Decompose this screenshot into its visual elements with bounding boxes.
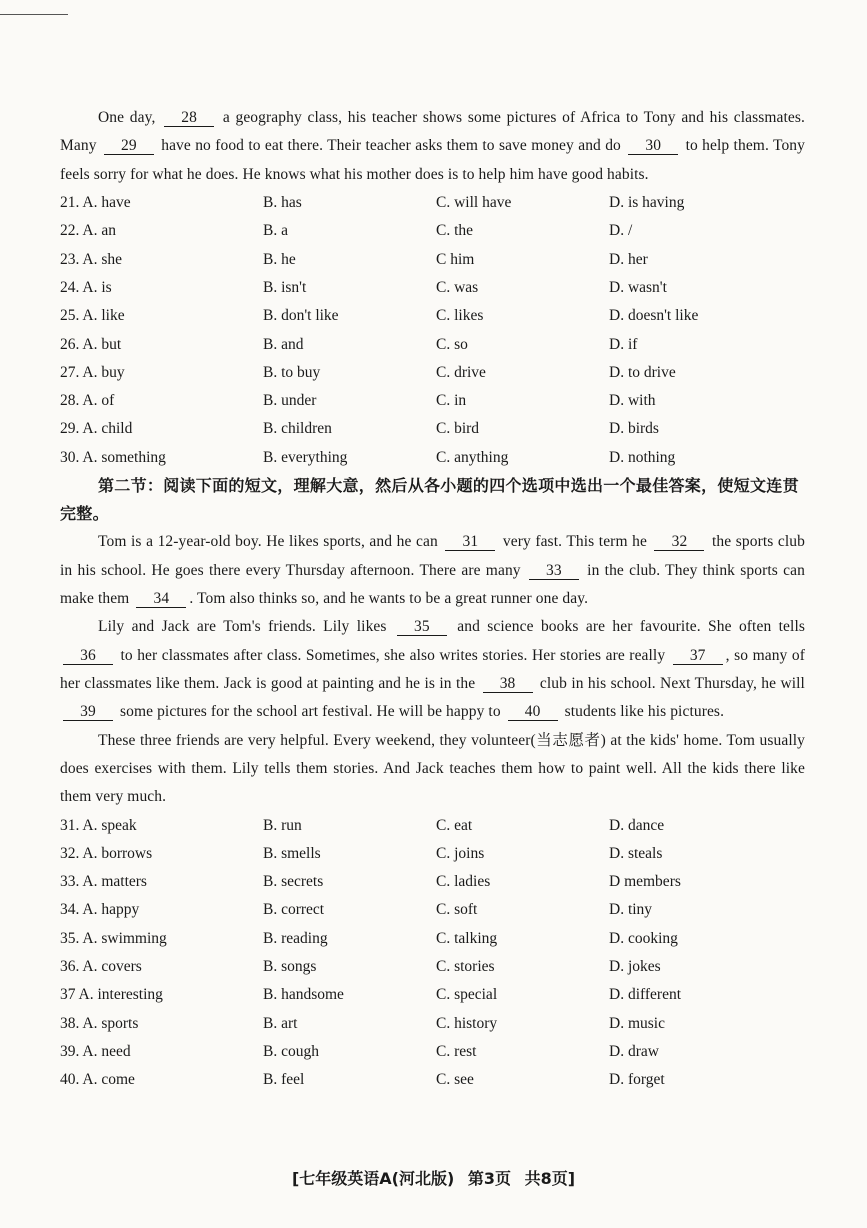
question-options-row xyxy=(60,1038,805,1066)
option-b: B. children xyxy=(263,420,332,438)
option-a: 21. A. have xyxy=(60,194,131,212)
blank-36: 36 xyxy=(63,647,113,665)
option-d: D. forget xyxy=(609,1071,665,1089)
question-options-row xyxy=(60,840,805,868)
option-d: D. draw xyxy=(609,1042,659,1060)
option-d: D. nothing xyxy=(609,448,676,466)
option-b: B. he xyxy=(263,250,296,268)
option-b: B. and xyxy=(263,335,304,353)
option-b: B. to buy xyxy=(263,363,321,381)
option-c: C. special xyxy=(436,986,498,1004)
option-a: 36. A. covers xyxy=(60,958,142,976)
passage-text: club in his school. Next Thursday, he will xyxy=(539,674,805,692)
exam-page xyxy=(60,104,805,1094)
option-c: C. will have xyxy=(436,194,512,212)
question-options-row xyxy=(60,302,805,330)
passage-text: some pictures for the school art festival. He will be happy to xyxy=(119,703,501,721)
option-a: 23. A. she xyxy=(60,250,122,268)
passage-text: a geography class, his teacher shows some pictures of Africa to Tony and his classmates. Many xyxy=(60,109,806,155)
option-b: B. run xyxy=(263,816,302,834)
blank-35: 35 xyxy=(397,618,447,636)
question-options-row xyxy=(60,387,805,415)
question-options-row xyxy=(60,359,805,387)
question-options-row xyxy=(60,925,805,953)
option-b: B. smells xyxy=(263,844,321,862)
passage-2-paragraph-2 xyxy=(60,613,805,726)
option-b: B. correct xyxy=(263,901,325,919)
option-d: D. steals xyxy=(609,844,663,862)
blank-32: 32 xyxy=(654,533,704,551)
blank-29: 29 xyxy=(104,137,154,155)
option-c: C. the xyxy=(436,222,474,240)
passage-text: have no food to eat there. Their teacher asks them to save money and do xyxy=(161,137,621,155)
question-options-row xyxy=(60,981,805,1009)
question-options-row xyxy=(60,1010,805,1038)
option-c: C. drive xyxy=(436,363,486,381)
option-c: C. joins xyxy=(436,844,485,862)
option-c: C. history xyxy=(436,1014,498,1032)
option-b: B. has xyxy=(263,194,302,212)
option-c: C. rest xyxy=(436,1042,477,1060)
option-d: D members xyxy=(609,873,681,891)
option-a: 27. A. buy xyxy=(60,363,125,381)
option-a: 22. A. an xyxy=(60,222,116,240)
option-a: 26. A. but xyxy=(60,335,122,353)
option-c: C. anything xyxy=(436,448,509,466)
question-options-row xyxy=(60,189,805,217)
option-b: B. handsome xyxy=(263,986,344,1004)
option-b: B. don't like xyxy=(263,307,339,325)
option-d: D. if xyxy=(609,335,638,353)
option-a: 40. A. come xyxy=(60,1071,135,1089)
question-options-row xyxy=(60,953,805,981)
option-a: 37 A. interesting xyxy=(60,986,163,1004)
question-options-row xyxy=(60,444,805,472)
blank-33: 33 xyxy=(529,562,579,580)
question-options-row xyxy=(60,245,805,273)
option-a: 38. A. sports xyxy=(60,1014,139,1032)
option-a: 31. A. speak xyxy=(60,816,137,834)
blank-30: 30 xyxy=(628,137,678,155)
section-2-heading: 第二节：阅读下面的短文，理解大意，然后从各小题的四个选项中选出一个最佳答案，使短文连贯完整。 xyxy=(60,475,799,524)
option-c: C. soft xyxy=(436,901,478,919)
passage-text: to her classmates after class. Sometimes, she also writes stories. Her stories are really xyxy=(120,646,666,664)
option-c: C. in xyxy=(436,392,467,410)
options-list-31-40 xyxy=(60,811,805,1094)
question-options-row xyxy=(60,868,805,896)
option-b: B. art xyxy=(263,1014,298,1032)
option-b: B. isn't xyxy=(263,278,307,296)
option-b: B. a xyxy=(263,222,288,240)
option-d: D. her xyxy=(609,250,648,268)
option-d: D. jokes xyxy=(609,958,661,976)
option-d: D. dance xyxy=(609,816,665,834)
corner-rule xyxy=(0,14,68,15)
option-c: C. bird xyxy=(436,420,480,438)
passage-text: in the club. They think sports can make them xyxy=(60,561,805,608)
question-options-row xyxy=(60,811,805,839)
option-b: B. cough xyxy=(263,1042,319,1060)
footer-page-number: 第3页 xyxy=(467,1169,511,1188)
option-d: D. to drive xyxy=(609,363,676,381)
option-a: 39. A. need xyxy=(60,1042,131,1060)
passage-text: students like his pictures. xyxy=(564,703,725,721)
passage-text: and science books are her favourite. She often tells xyxy=(457,618,805,636)
option-a: 30. A. something xyxy=(60,448,166,466)
passage-text: One day, xyxy=(98,109,156,126)
option-b: B. reading xyxy=(263,929,328,947)
option-d: D. different xyxy=(609,986,682,1004)
option-a: 35. A. swimming xyxy=(60,929,167,947)
option-d: D. / xyxy=(609,222,633,240)
blank-38: 38 xyxy=(483,675,533,693)
option-d: D. is having xyxy=(609,194,685,212)
passage-text: . Tom also thinks so, and he wants to be a great runner one day. xyxy=(189,590,589,608)
passage-text: , so many of her classmates like them. Jack is good at painting and he is in the xyxy=(60,646,805,692)
passage-text: to help them. Tony feels sorry for what he does. He knows what his mother does is to help him have good habits. xyxy=(60,137,806,183)
question-options-row xyxy=(60,415,805,443)
option-b: B. secrets xyxy=(263,873,324,891)
blank-34: 34 xyxy=(136,590,186,608)
option-c: C. stories xyxy=(436,958,495,976)
footer-book-title: [七年级英语A(河北版) xyxy=(291,1169,455,1188)
option-b: B. everything xyxy=(263,448,348,466)
passage-text: the sports club in his school. He goes there every Thursday afternoon. There are many xyxy=(60,533,806,579)
option-d: D. birds xyxy=(609,420,659,438)
option-c: C. eat xyxy=(436,816,473,834)
option-b: B. songs xyxy=(263,958,317,976)
options-list-21-30 xyxy=(60,189,805,472)
blank-28: 28 xyxy=(164,109,214,127)
option-c: C him xyxy=(436,250,475,268)
option-a: 33. A. matters xyxy=(60,873,147,891)
option-a: 34. A. happy xyxy=(60,901,140,919)
question-options-row xyxy=(60,217,805,245)
option-c: C. likes xyxy=(436,307,484,325)
option-c: C. see xyxy=(436,1071,474,1089)
passage-text: very fast. This term he xyxy=(502,533,647,551)
passage-text: Tom is a 12-year-old boy. He likes sports, and he can xyxy=(98,533,438,551)
option-b: B. feel xyxy=(263,1071,305,1089)
page-footer xyxy=(0,1166,867,1189)
option-d: D. wasn't xyxy=(609,278,667,296)
blank-31: 31 xyxy=(445,533,495,551)
option-a: 32. A. borrows xyxy=(60,844,153,862)
option-a: 28. A. of xyxy=(60,392,115,410)
passage-text: Lily and Jack are Tom's friends. Lily likes xyxy=(98,618,387,636)
blank-39: 39 xyxy=(63,703,113,721)
passage-1 xyxy=(60,104,805,189)
option-b: B. under xyxy=(263,392,317,410)
option-d: D. with xyxy=(609,392,656,410)
footer-total-pages: 共8页] xyxy=(524,1169,576,1188)
question-options-row xyxy=(60,896,805,924)
option-a: 29. A. child xyxy=(60,420,133,438)
question-options-row xyxy=(60,330,805,358)
passage-2-paragraph-3: These three friends are very helpful. Every weekend, they volunteer(当志愿者) at the kids' home. Tom usually does exercises with them. Lily tells them stories. And Jack teaches them how to paint well. All the kids there like them very much. xyxy=(60,731,805,806)
blank-37: 37 xyxy=(673,647,723,665)
option-c: C. talking xyxy=(436,929,498,947)
option-c: C. so xyxy=(436,335,468,353)
passage-2-paragraph-1 xyxy=(60,528,805,613)
option-a: 25. A. like xyxy=(60,307,125,325)
question-options-row xyxy=(60,274,805,302)
blank-40: 40 xyxy=(508,703,558,721)
option-d: D. tiny xyxy=(609,901,653,919)
option-c: C. ladies xyxy=(436,873,491,891)
option-d: D. doesn't like xyxy=(609,307,699,325)
option-a: 24. A. is xyxy=(60,278,112,296)
option-d: D. music xyxy=(609,1014,665,1032)
option-d: D. cooking xyxy=(609,929,678,947)
option-c: C. was xyxy=(436,278,479,296)
question-options-row xyxy=(60,1066,805,1094)
